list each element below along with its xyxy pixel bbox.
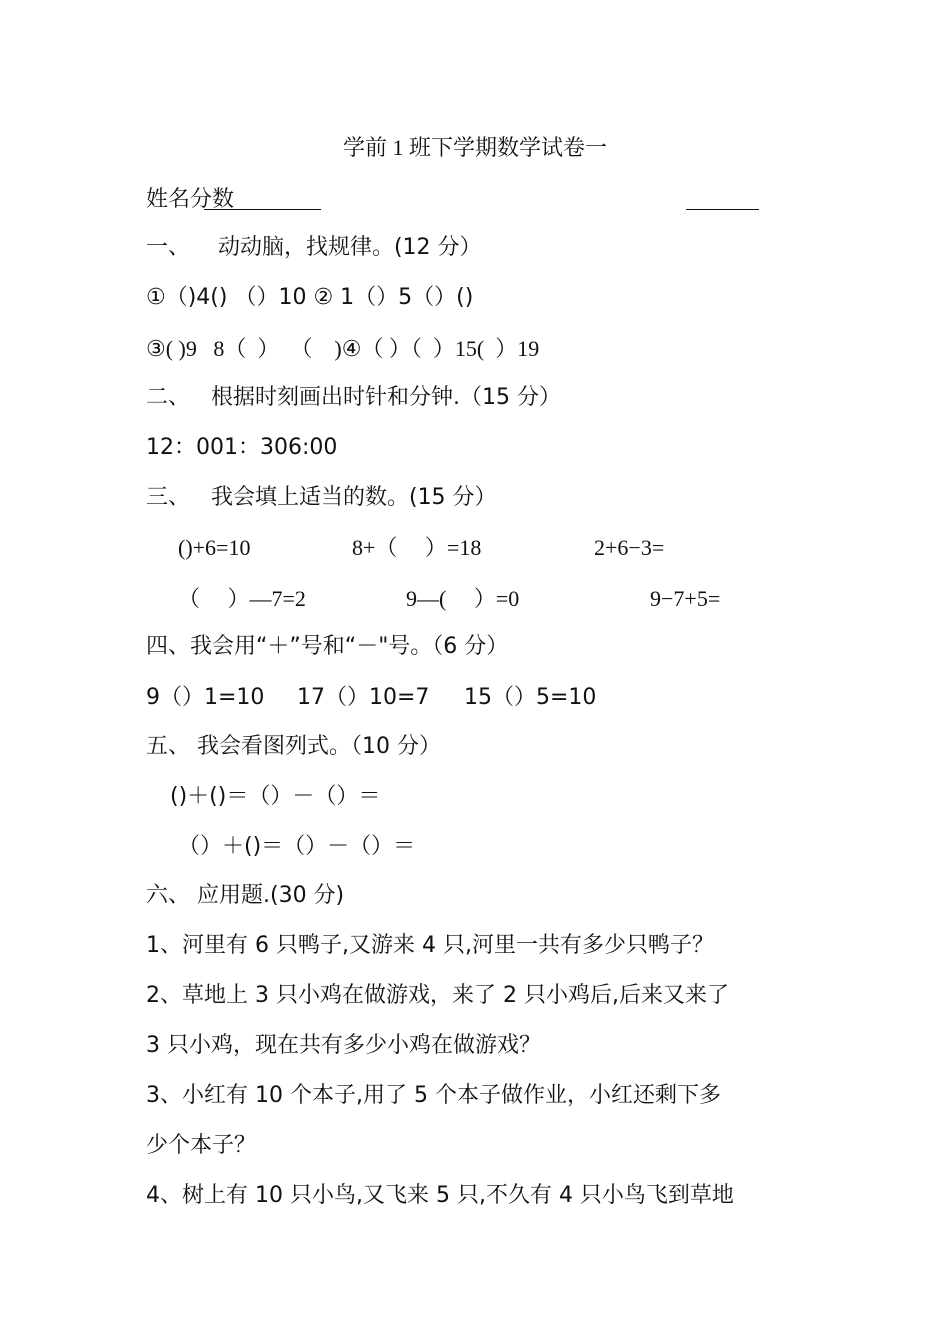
question-3-line2: 少个本子？ [146, 1133, 257, 1158]
section4-item: 17（）10=7 [297, 685, 430, 710]
question-3-line1: 3、小红有 10 个本子,用了 5 个本子做作业，小红还剩下多 [146, 1083, 721, 1108]
section5-row2: （）＋()＝（）－（）＝ [178, 834, 416, 859]
name-score-label: 姓名分数 [146, 187, 235, 212]
section2-times: 12：001：306:00 [146, 435, 338, 460]
section4-heading: 四、我会用“＋”号和“－"号。（6 分） [146, 634, 509, 659]
section5-row1: ()＋()＝（）－（）＝ [170, 784, 381, 809]
page-title: 学前 1 班下学期数学试卷一 [342, 135, 607, 160]
section3-equation: （ ）—7=2 [178, 586, 306, 611]
section1-heading: 一、 动动脑，找规律。(12 分） [146, 235, 482, 260]
section3-equation: 9—( ）=0 [406, 586, 520, 611]
question-4-line1: 4、树上有 10 只小鸟,又飞来 5 只,不久有 4 只小鸟飞到草地 [146, 1183, 734, 1208]
section3-heading: 三、 我会填上适当的数。(15 分） [146, 485, 497, 510]
section3-equation: 9−7+5= [650, 586, 721, 611]
name-underline [204, 209, 321, 210]
section2-heading: 二、 根据时刻画出时针和分钟.（15 分） [146, 385, 561, 410]
section1-row2: ③( )9 8（ ） （ )④（ ）（ ）15( ）19 [146, 336, 540, 361]
section3-equation: ()+6=10 [178, 535, 251, 560]
question-2-line1: 2、草地上 3 只小鸡在做游戏，来了 2 只小鸡后,后来又来了 [146, 983, 729, 1008]
section3-equation: 8+（ ）=18 [352, 535, 482, 560]
section1-row1: ①（)4() （）10 ② 1（）5（）() [146, 285, 474, 310]
question-2-line2: 3 只小鸡，现在共有多少小鸡在做游戏？ [146, 1033, 541, 1058]
score-underline [686, 209, 759, 210]
section3-equation: 2+6−3= [594, 535, 665, 560]
section4-item: 15（）5=10 [464, 685, 597, 710]
question-1: 1、河里有 6 只鸭子,又游来 4 只,河里一共有多少只鸭子？ [146, 933, 714, 958]
section5-heading: 五、 我会看图列式。（10 分） [146, 734, 441, 759]
section6-heading: 六、 应用题.(30 分) [146, 883, 345, 908]
section4-item: 9（）1=10 [146, 685, 265, 710]
